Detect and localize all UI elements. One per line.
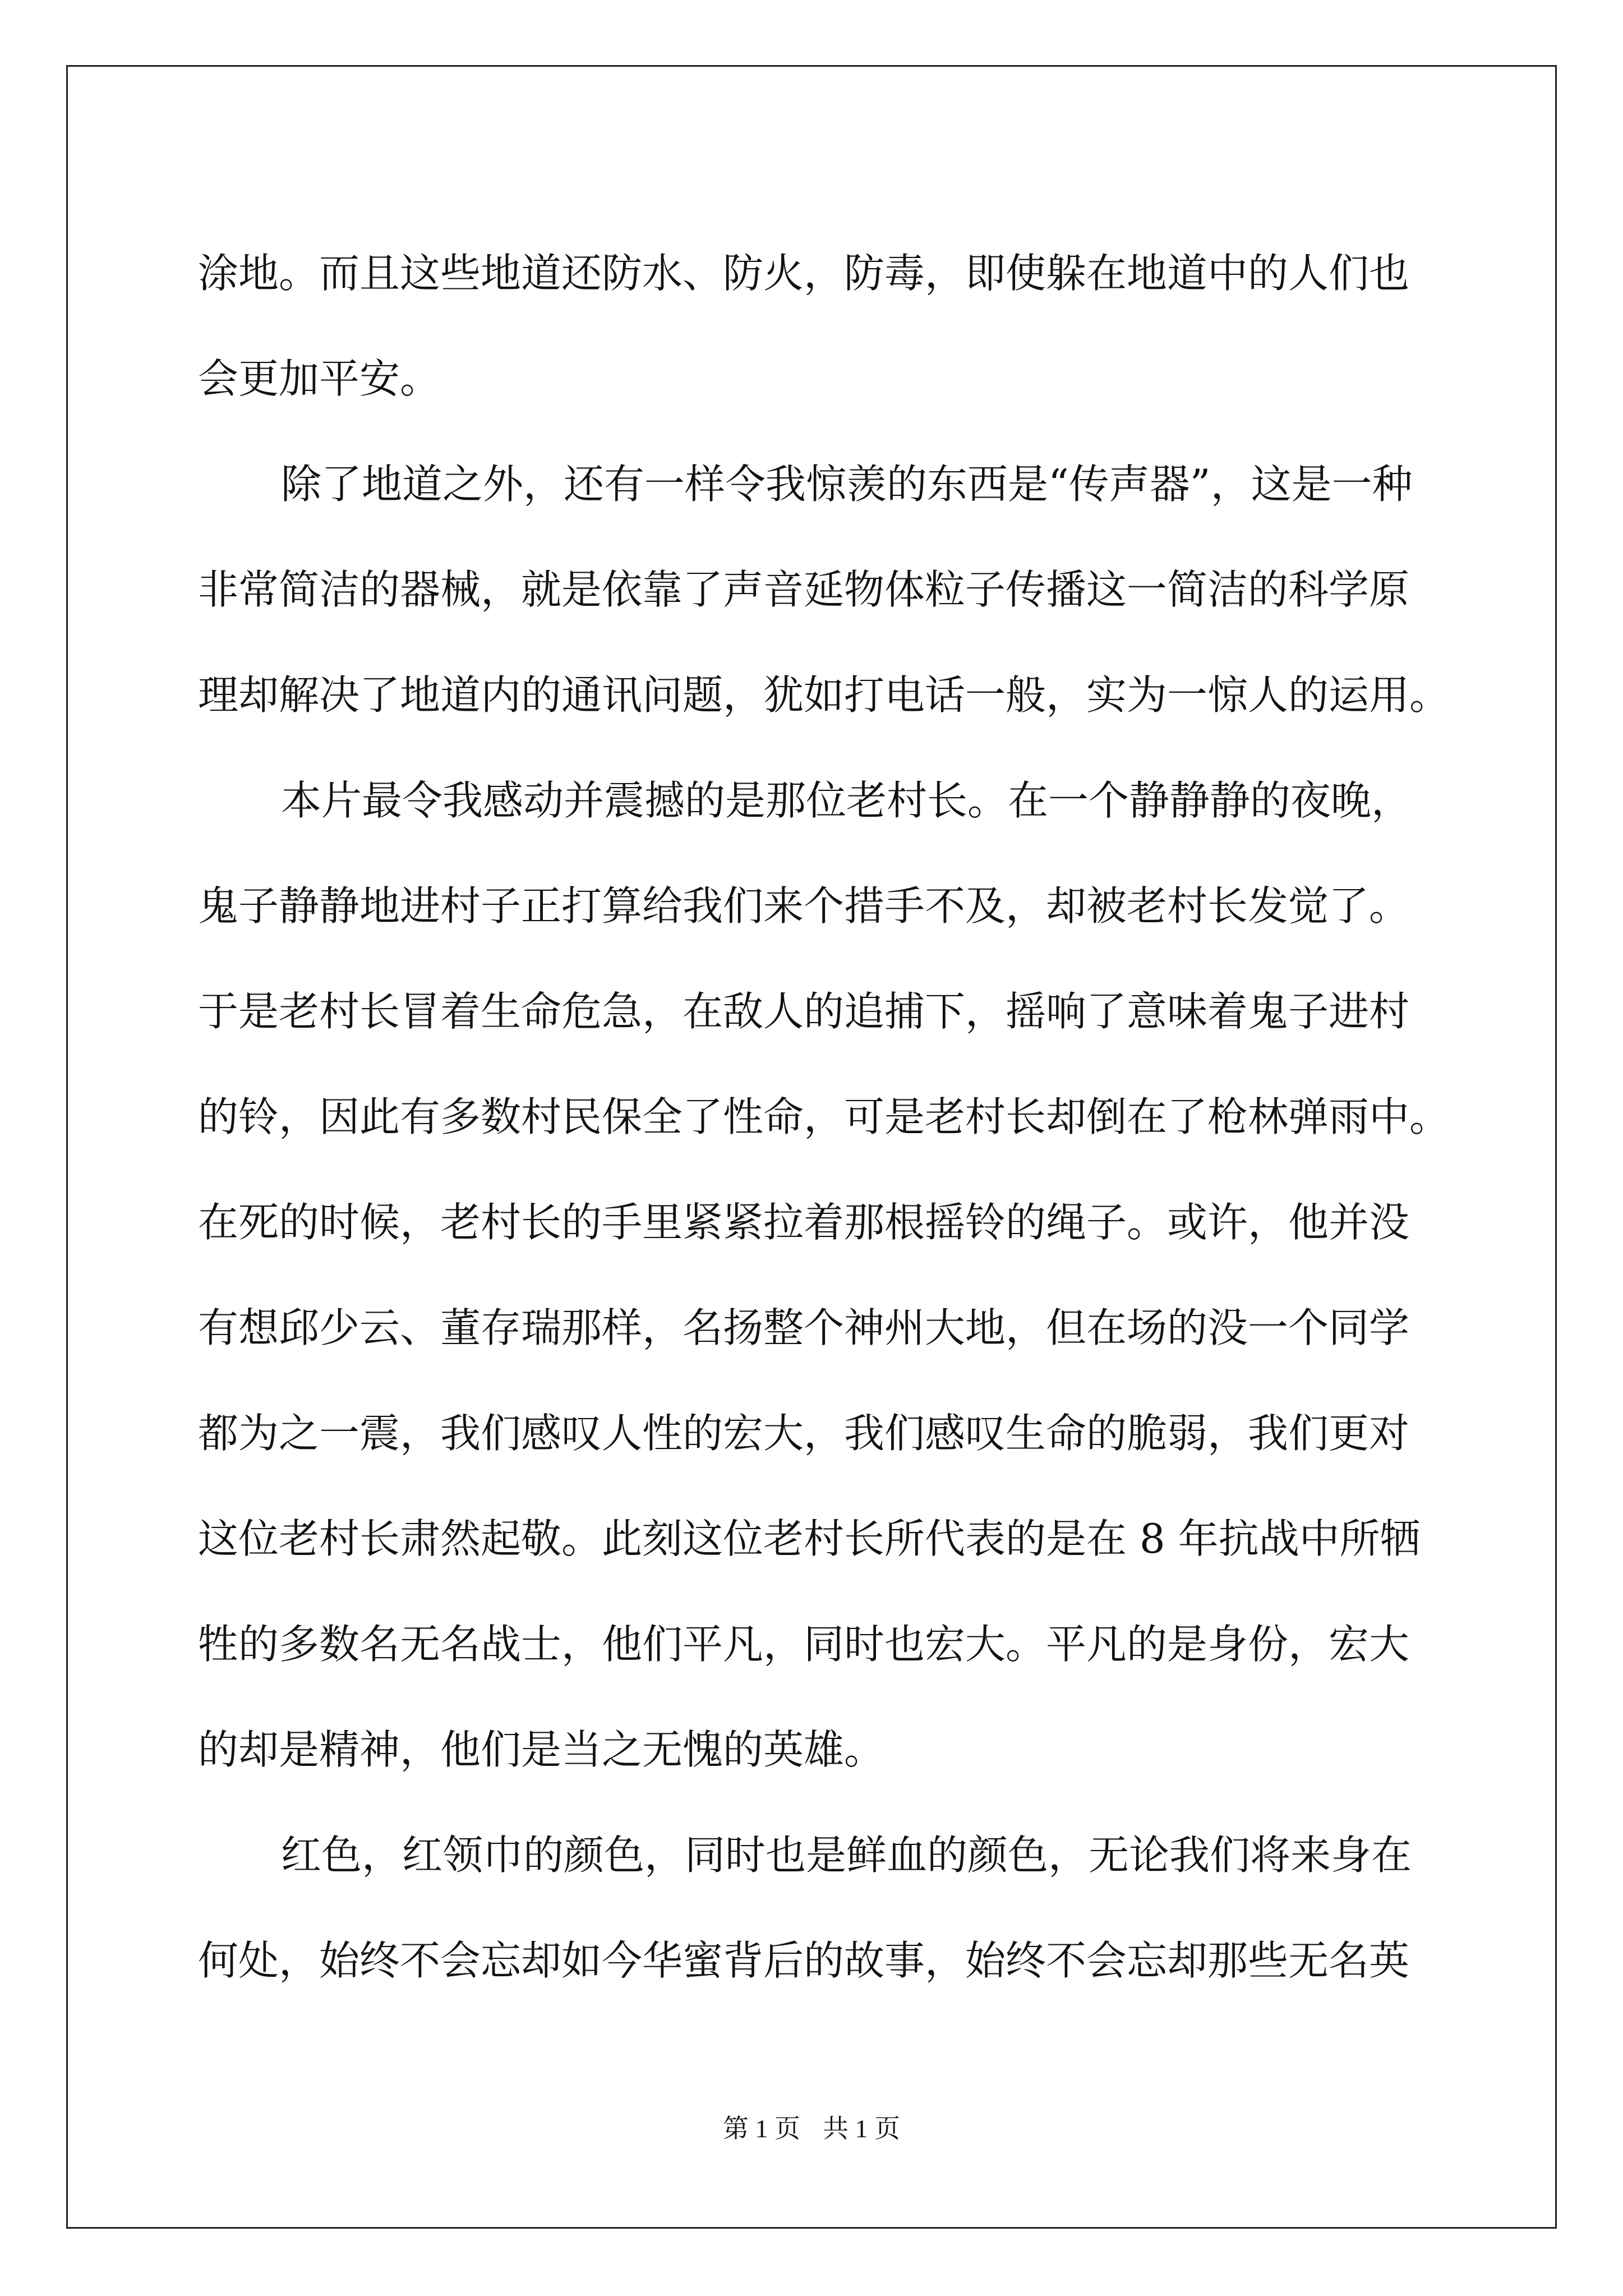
text-line: 会更加平安。 <box>198 355 441 402</box>
text-line: 红色，红领巾的颜色，同时也是鲜血的颜色，无论我们将来身在 <box>281 1832 1412 1879</box>
page-footer <box>0 2108 1623 2145</box>
text-line: 涂地。而且这些地道还防水、防火，防毒，即使躲在地道中的人们也 <box>198 250 1410 297</box>
text-line: 牲的多数名无名战士，他们平凡，同时也宏大。平凡的是身份，宏大 <box>198 1621 1410 1668</box>
page-number: 第 1 页 <box>723 2114 800 2143</box>
text-line: 于是老村长冒着生命危急，在敌人的追捕下，摇响了意味着鬼子进村 <box>198 988 1410 1035</box>
text-line: 本片最令我感动并震撼的是那位老村长。在一个静静静的夜晚， <box>281 777 1412 824</box>
text-line: 非常简洁的器械，就是依靠了声音延物体粒子传播这一简洁的科学原 <box>198 566 1410 613</box>
text-line: 都为之一震，我们感叹人性的宏大，我们感叹生命的脆弱，我们更对 <box>198 1410 1410 1457</box>
text-line: 除了地道之外，还有一样令我惊羡的东西是“传声器”，这是一种 <box>281 461 1413 508</box>
text-line: 理却解决了地道内的通讯问题，犹如打电话一般，实为一惊人的运用。 <box>198 671 1450 719</box>
text-line: 的却是精神，他们是当之无愧的英雄。 <box>198 1726 885 1773</box>
text-line: 在死的时候，老村长的手里紧紧拉着那根摇铃的绳子。或许，他并没 <box>198 1199 1410 1246</box>
page-total: 共 1 页 <box>823 2114 900 2143</box>
text-line: 何处，始终不会忘却如今华蜜背后的故事，始终不会忘却那些无名英 <box>198 1937 1410 1984</box>
text-line: 有想邱少云、董存瑞那样，名扬整个神州大地，但在场的没一个同学 <box>198 1304 1410 1351</box>
text-line: 这位老村长肃然起敬。此刻这位老村长所代表的是在 8 年抗战中所牺 <box>198 1515 1421 1562</box>
body-text <box>198 220 1450 2013</box>
text-line: 鬼子静静地进村子正打算给我们来个措手不及，却被老村长发觉了。 <box>198 882 1410 930</box>
text-line: 的铃，因此有多数村民保全了性命，可是老村长却倒在了枪林弹雨中。 <box>198 1093 1450 1140</box>
